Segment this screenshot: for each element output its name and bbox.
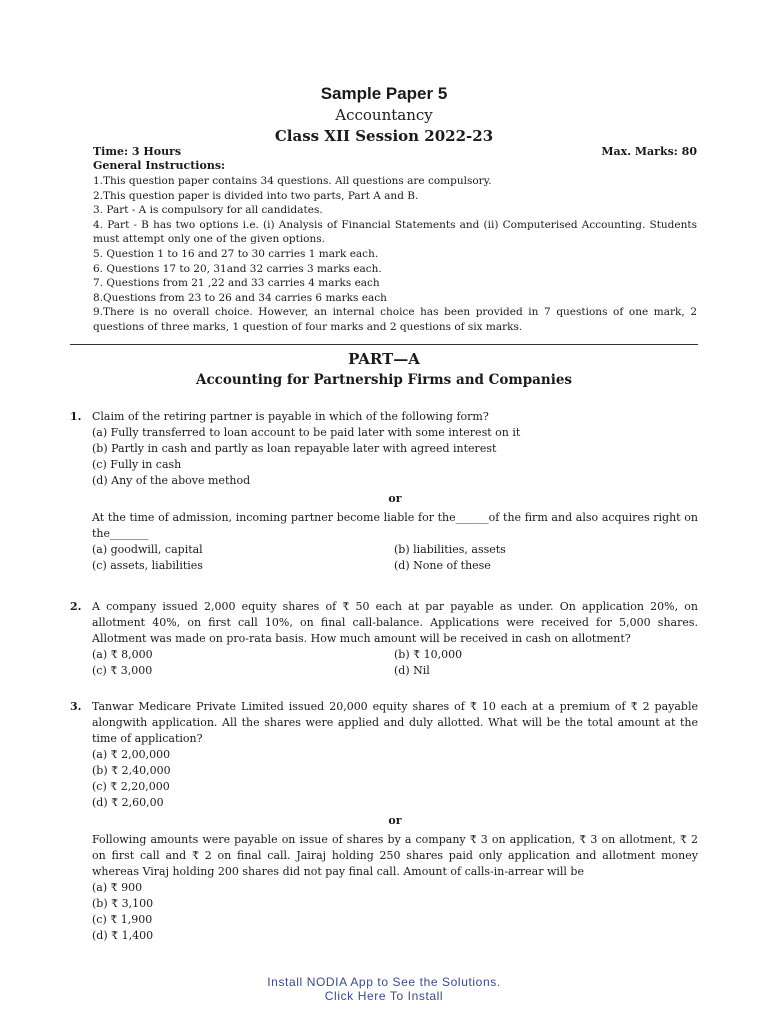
question-number: 3. (70, 700, 82, 713)
option: (d) None of these (394, 559, 491, 572)
paper-session: Class XII Session 2022-23 (274, 127, 494, 145)
install-app-link[interactable]: Install NODIA App to See the Solutions. (267, 975, 501, 989)
click-to-install-link[interactable]: Click Here To Install (324, 989, 444, 1003)
question-3 (70, 699, 698, 944)
question-text: Claim of the retiring partner is payable in which of the following form? (92, 410, 489, 423)
option: (c) ₹ 2,20,000 (92, 780, 170, 793)
option: (a) ₹ 900 (92, 881, 143, 894)
part-subheading: Accounting for Partnership Firms and Companies (195, 372, 573, 388)
option: (c) assets, liabilities (92, 559, 203, 572)
option: (a) ₹ 8,000 (92, 648, 153, 661)
instruction-item: 4. Part - B has two options i.e. (i) Analysis of Financial Statements and (ii) Computerised Accounting. Students must attempt only one of the given options. (93, 218, 697, 246)
option: (b) ₹ 10,000 (394, 648, 463, 661)
instruction-item: 3. Part - A is compulsory for all candidates. (93, 204, 323, 217)
option: (b) ₹ 2,40,000 (92, 764, 171, 777)
option: (d) ₹ 2,60,00 (92, 796, 164, 809)
or-separator: or (388, 814, 402, 827)
option: (b) liabilities, assets (394, 543, 506, 556)
question-2 (70, 599, 698, 679)
question-text-alternative: Following amounts were payable on issue of shares by a company ₹ 3 on application, ₹ 3 on allotment, ₹ 2 on first call and ₹ 2 on final call. Jairaj holding 250 shares paid only application and allotment money whereas Viraj holding 200 shares did not pay final call. Amount of calls-in-arrear will be (92, 833, 698, 878)
instruction-item: 5. Question 1 to 16 and 27 to 30 carries 1 mark each. (93, 247, 379, 260)
question-number: 1. (70, 410, 82, 423)
time-allowed: Time: 3 Hours (93, 145, 182, 158)
option: (a) ₹ 2,00,000 (92, 748, 171, 761)
or-separator: or (388, 492, 402, 505)
question-1 (70, 409, 698, 574)
option: (c) Fully in cash (92, 458, 182, 471)
option: (d) ₹ 1,400 (92, 929, 154, 942)
instruction-item: 6. Questions 17 to 20, 31and 32 carries 3 marks each. (93, 262, 382, 275)
option: (c) ₹ 3,000 (92, 664, 153, 677)
question-text-alternative: At the time of admission, incoming partner become liable for the______of the firm and also acquires right on the_______ (92, 511, 698, 540)
instruction-item: 7. Questions from 21 ,22 and 33 carries 4 marks each (93, 277, 380, 290)
option: (d) Any of the above method (92, 474, 251, 487)
instruction-item: 1.This question paper contains 34 questions. All questions are compulsory. (93, 175, 492, 187)
option: (a) goodwill, capital (92, 543, 203, 556)
paper-title: Sample Paper 5 (320, 84, 448, 103)
general-instructions-heading: General Instructions: (93, 159, 226, 172)
max-marks: Max. Marks: 80 (601, 145, 697, 158)
option: (b) ₹ 3,100 (92, 897, 154, 910)
question-number: 2. (70, 600, 82, 613)
instruction-item: 2.This question paper is divided into two parts, Part A and B. (93, 189, 419, 202)
paper-subject: Accountancy (335, 106, 433, 124)
question-text: Tanwar Medicare Private Limited issued 20,000 equity shares of ₹ 10 each at a premium of ₹ 2 payable alongwith application. All the shares were applied and duly allotted. What will be the total amount at the time of application? (92, 700, 698, 745)
instruction-item: 8.Questions from 23 to 26 and 34 carries 6 marks each (93, 291, 387, 304)
instructions-list (93, 174, 697, 335)
section-divider (70, 344, 698, 345)
instruction-item: 9.There is no overall choice. However, an internal choice has been provided in 7 questions of one mark, 2 questions of three marks, 1 question of four marks and 2 questions of six marks. (93, 306, 697, 333)
part-heading: PART—A (348, 350, 420, 368)
option: (a) Fully transferred to loan account to be paid later with some interest on it (92, 426, 521, 439)
question-text: A company issued 2,000 equity shares of ₹ 50 each at par payable as under. On application 20%, on allotment 40%, on first call 10%, on final call-balance. Applications were received for 5,000 shares. Allotment was made on pro-rata basis. How much amount will be received in cash on allotment? (92, 600, 698, 645)
option: (b) Partly in cash and partly as loan repayable later with agreed interest (92, 442, 497, 455)
option: (d) Nil (394, 664, 430, 677)
option: (c) ₹ 1,900 (92, 913, 153, 926)
